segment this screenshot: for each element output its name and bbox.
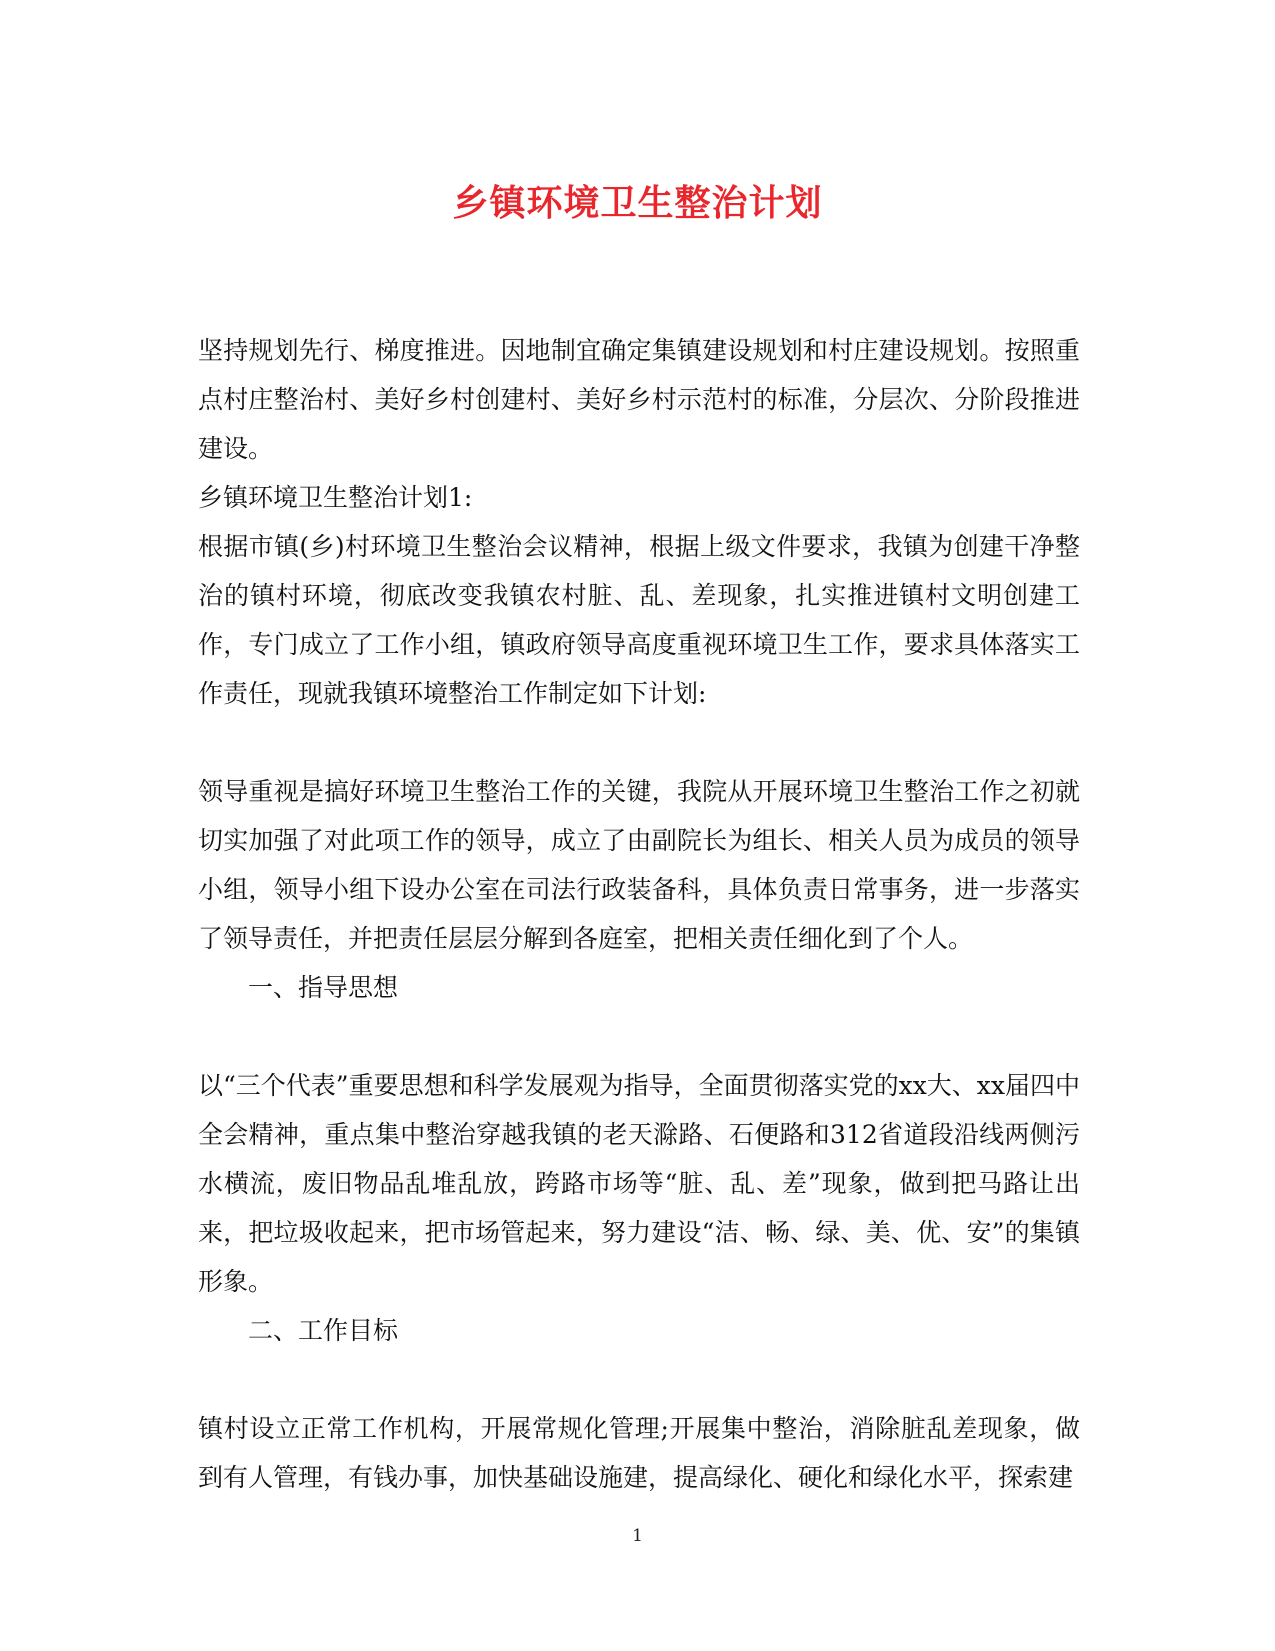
- page-number: 1: [632, 1526, 643, 1546]
- paragraph-planning: 坚持规划先行、梯度推进。因地制宜确定集镇建设规划和村庄建设规划。按照重点村庄整治村、美好乡村创建村、美好乡村示范村的标准，分层次、分阶段推进建设。: [198, 336, 1080, 463]
- section-heading-guiding-ideology: 一、指导思想: [248, 973, 399, 1002]
- section-heading-work-goals: 二、工作目标: [248, 1316, 399, 1345]
- paragraph-work-goals: 镇村设立正常工作机构，开展常规化管理;开展集中整治，消除脏乱差现象，做到有人管理，有钱办事，加快基础设施建，提高绿化、硬化和绿化水平，探索建: [198, 1414, 1080, 1492]
- document-body: [198, 326, 1080, 1502]
- paragraph-plan-heading: 乡镇环境卫生整治计划1:: [198, 483, 473, 512]
- paragraph-meeting-spirit: 根据市镇(乡)村环境卫生整治会议精神，根据上级文件要求，我镇为创建干净整治的镇村环境，彻底改变我镇农村脏、乱、差现象，扎实推进镇村文明创建工作，专门成立了工作小组，镇政府领导高度重视环境卫生工作，要求具体落实工作责任，现就我镇环境整治工作制定如下计划:: [198, 532, 1080, 708]
- document-title: 乡镇环境卫生整治计划: [452, 182, 823, 224]
- paragraph-leadership: 领导重视是搞好环境卫生整治工作的关键，我院从开展环境卫生整治工作之初就切实加强了对此项工作的领导，成立了由副院长为组长、相关人员为成员的领导小组，领导小组下设办公室在司法行政装备科，具体负责日常事务，进一步落实了领导责任，并把责任层层分解到各庭室，把相关责任细化到了个人。: [198, 777, 1080, 953]
- paragraph-guiding-ideology: 以“三个代表”重要思想和科学发展观为指导，全面贯彻落实党的xx大、xx届四中全会精神，重点集中整治穿越我镇的老天滁路、石便路和312省道段沿线两侧污水横流，废旧物品乱堆乱放，跨路市场等“脏、乱、差”现象，做到把马路让出来，把垃圾收起来，把市场管起来，努力建设“洁、畅、绿、美、优、安”的集镇形象。: [198, 1071, 1080, 1296]
